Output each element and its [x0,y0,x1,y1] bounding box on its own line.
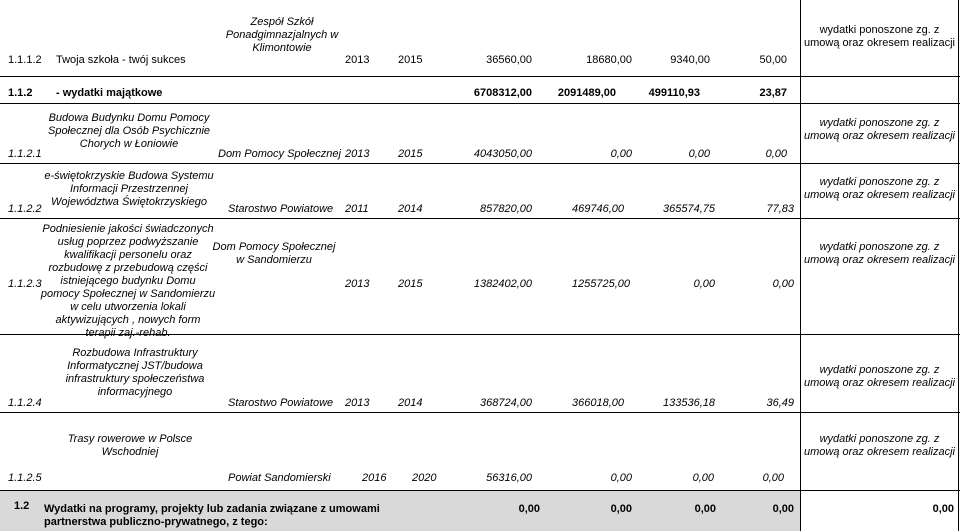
row-title: Budowa Budynku Domu Pomocy Społecznej dla Osób Psychicznie Chorych w Łoniowie [47,112,211,150]
row-start-year: 2011 [345,203,369,215]
row-partner: Powiat Sandomierski [228,472,331,484]
row-end-year: 2015 [398,278,423,290]
row-divider [0,490,960,491]
row-total: 6708312,00 [473,87,532,99]
row-title: Twoja szkoła - twój sukces [56,54,186,66]
row-value-2: 499110,93 [648,87,700,99]
row-title: Trasy rowerowe w Polsce Wschodniej [67,433,193,458]
row-start-year: 2013 [345,278,370,290]
row-partner: Starostwo Powiatowe [228,397,334,409]
row-value-4: 0,00 [932,503,954,515]
row-value-2: 133536,18 [663,397,715,409]
row-value-3: 0,00 [762,472,784,484]
row-divider [0,76,960,77]
row-total: 56316,00 [486,472,532,484]
row-number: 1.1.1.2 [8,54,42,66]
row-end-year: 2014 [398,203,423,215]
row-total: 4043050,00 [473,148,532,160]
row-number: 1.2 [14,500,30,512]
row-note: wydatki ponoszone zg. z umową oraz okresem realizacji [804,117,955,142]
row-value-2: 0,00 [693,278,715,290]
row-total: 0,00 [518,503,540,515]
row-start-year: 2013 [345,148,370,160]
row-partner: Dom Pomocy Społecznej w Sandomierzu [212,241,336,266]
row-partner: Dom Pomocy Społecznej [218,148,341,160]
row-value-3: 36,49 [766,397,794,409]
row-value-1: 366018,00 [572,397,624,409]
row-value-3: 77,83 [766,203,794,215]
row-value-1: 0,00 [610,472,632,484]
row-number: 1.1.2.4 [8,397,42,409]
row-total: 36560,00 [486,54,532,66]
row-value-3: 50,00 [759,54,787,66]
row-end-year: 2014 [398,397,423,409]
row-title: e-świętokrzyskie Budowa Systemu Informacji Przestrzennej Województwa Świętokrzyskiego [44,170,214,208]
row-value-2: 9340,00 [670,54,710,66]
row-start-year: 2013 [345,54,370,66]
row-value-3: 23,87 [759,87,787,99]
row-value-1: 0,00 [610,503,632,515]
row-value-1: 2091489,00 [557,87,616,99]
row-total: 857820,00 [480,203,532,215]
row-title: Podniesienie jakości świadczonych usług poprzez podwyższanie kwalifikacji personelu oraz rozbudowę z przebudową części istniejącego budynku Domu pomocy Społecznej w Sandomierzu w celu utworzenia lokali aktywizujących , nowych form terapii zaj.-rehab. [40,223,216,339]
row-number: 1.1.2.1 [8,148,42,160]
row-divider [0,103,960,104]
row-note: wydatki ponoszone zg. z umową oraz okresem realizacji [804,176,955,201]
row-value-1: 18680,00 [586,54,632,66]
row-value-3: 0,00 [772,278,794,290]
row-total: 1382402,00 [473,278,532,290]
row-end-year: 2020 [412,472,437,484]
row-value-1: 0,00 [610,148,632,160]
row-value-1: 1255725,00 [571,278,630,290]
row-note: wydatki ponoszone zg. z umową oraz okresem realizacji [804,24,955,49]
row-partner: Zespół Szkół Ponadgimnazjalnych w Klimontowie [225,16,339,54]
row-start-year: 2013 [345,397,370,409]
row-note: wydatki ponoszone zg. z umową oraz okresem realizacji [804,433,955,458]
row-total: 368724,00 [480,397,532,409]
row-note: wydatki ponoszone zg. z umową oraz okresem realizacji [804,364,955,389]
row-value-2: 0,00 [688,148,710,160]
row-value-2: 365574,75 [663,203,715,215]
row-divider [0,163,960,164]
row-title: Wydatki na programy, projekty lub zadania związane z umowami partnerstwa publiczno-prywatnego, z tego: [44,503,380,528]
column-divider [958,0,959,531]
row-number: 1.1.2.5 [8,472,42,484]
row-value-3: 0,00 [772,503,794,515]
row-divider [0,218,960,219]
row-end-year: 2015 [398,148,423,160]
row-start-year: 2016 [362,472,387,484]
row-value-1: 469746,00 [572,203,624,215]
row-note: wydatki ponoszone zg. z umową oraz okresem realizacji [804,241,955,266]
row-number: 1.1.2 [8,87,33,99]
row-title: - wydatki majątkowe [56,87,163,99]
row-value-2: 0,00 [692,472,714,484]
row-number: 1.1.2.2 [8,203,42,215]
row-end-year: 2015 [398,54,423,66]
row-value-2: 0,00 [694,503,716,515]
row-partner: Starostwo Powiatowe [228,203,334,215]
row-number: 1.1.2.3 [8,278,42,290]
row-divider [0,412,960,413]
row-title: Rozbudowa Infrastruktury Informatycznej JST/budowa infrastruktury społeczeństwa informacyjnego [65,347,205,398]
row-value-3: 0,00 [765,148,787,160]
